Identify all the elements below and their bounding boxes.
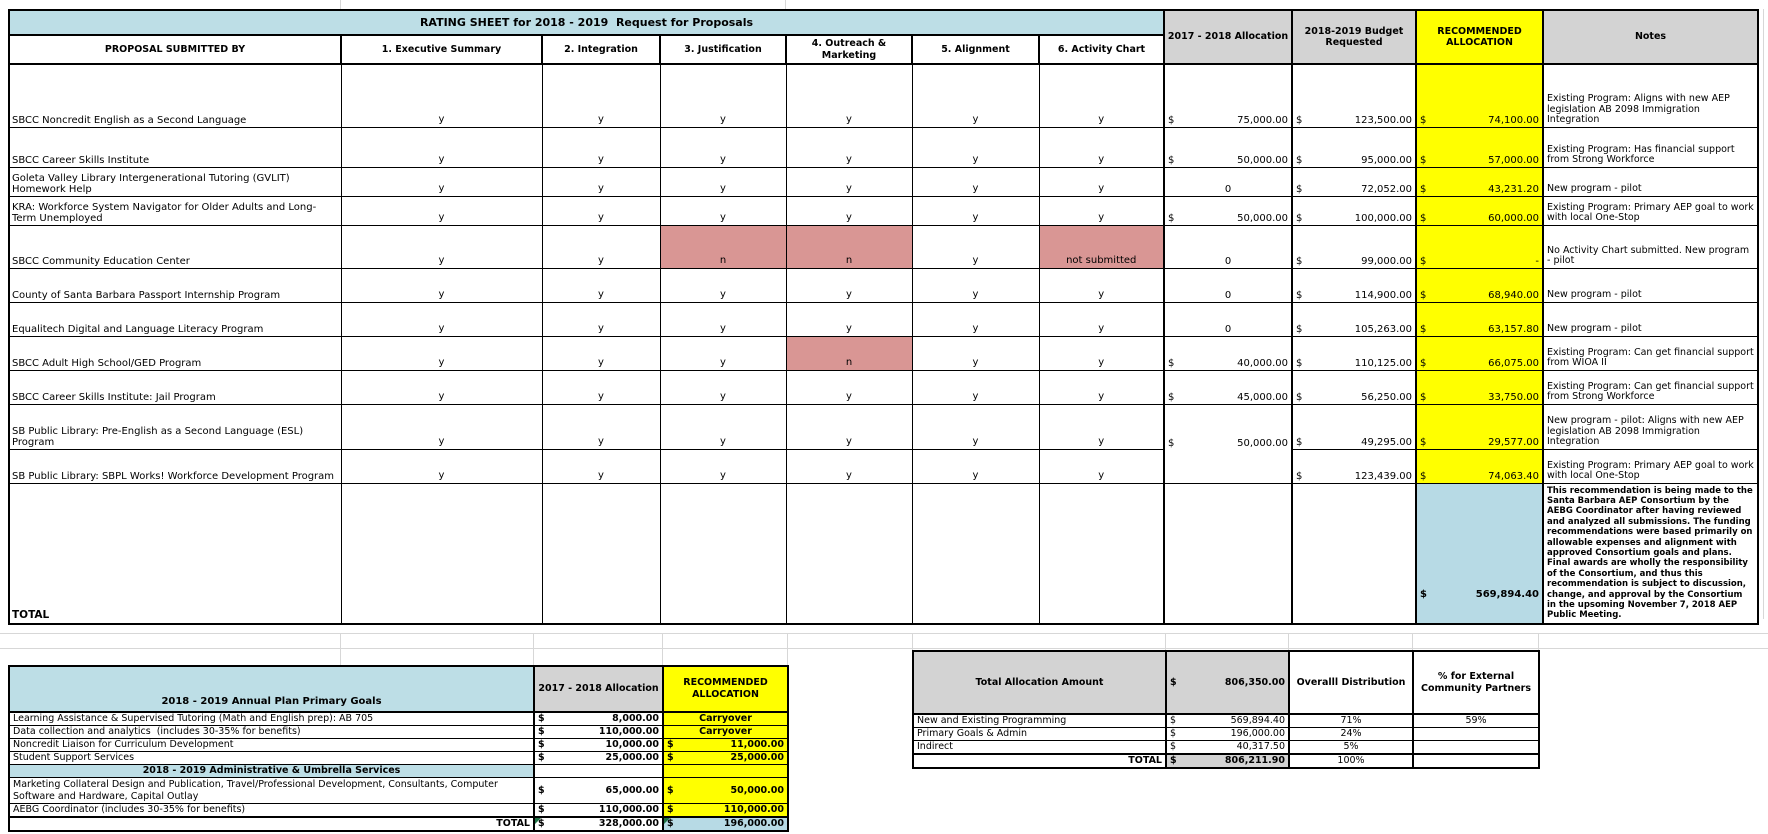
cell-total-note[interactable]: This recommendation is being made to the Santa Barbara AEP Consortium by the AEBG Coordinator after having reviewed and analyzed all submissions. The funding recommendations were based primarily on allowable expenses and alignment with approved Consortium goals and plans. Final awards are wholly the responsibility of the Consortium, and thus this recommendation is subject to discussion, change, and approval by the Consortium in the upsoming November 7, 2018 AEP Public Meeting. bbox=[1543, 483, 1758, 624]
summary-header-amount[interactable] bbox=[1166, 651, 1289, 714]
cell-rating[interactable]: y bbox=[1039, 370, 1164, 404]
cell-rating[interactable]: y bbox=[341, 225, 542, 268]
cell-budget-requested[interactable]: $ 95,000.00 bbox=[1292, 127, 1416, 167]
cell-rating[interactable]: y bbox=[542, 449, 660, 483]
cell-allocation[interactable]: $ 110,000.00 bbox=[534, 804, 663, 818]
cell-rating[interactable]: y bbox=[341, 268, 542, 302]
cell-empty[interactable] bbox=[786, 483, 912, 624]
cell-budget-requested[interactable]: $ 105,263.00 bbox=[1292, 302, 1416, 336]
cell-rating[interactable]: y bbox=[786, 167, 912, 196]
cell-category-name[interactable]: New and Existing Programming bbox=[913, 714, 1166, 728]
cell-proposal-name[interactable]: SB Public Library: Pre-English as a Second Language (ESL) Program bbox=[9, 404, 341, 449]
cell-allocation-2017-2018[interactable]: $ 50,000.00 bbox=[1164, 196, 1292, 225]
cell-allocation[interactable]: $ 25,000.00 bbox=[534, 752, 663, 765]
cell-rating[interactable]: y bbox=[786, 268, 912, 302]
cell-distribution[interactable]: 5% bbox=[1289, 741, 1413, 755]
cell-recommended[interactable]: $ 57,000.00 bbox=[1416, 127, 1543, 167]
cell-budget-requested[interactable]: $ 114,900.00 bbox=[1292, 268, 1416, 302]
cell-note[interactable]: No Activity Chart submitted. New program - pilot bbox=[1543, 225, 1758, 268]
cell-rating[interactable]: y bbox=[912, 449, 1039, 483]
cell-total-label[interactable]: TOTAL bbox=[913, 754, 1166, 768]
cell-rating[interactable]: y bbox=[341, 449, 542, 483]
cell-recommended[interactable]: $ 63,157.80 bbox=[1416, 302, 1543, 336]
cell-rating[interactable]: y bbox=[912, 225, 1039, 268]
cell-empty[interactable] bbox=[912, 483, 1039, 624]
goals-title[interactable]: 2018 - 2019 Annual Plan Primary Goals bbox=[9, 666, 534, 712]
proposal-row bbox=[9, 336, 1758, 370]
cell-rating[interactable]: y bbox=[341, 196, 542, 225]
cell-recommended[interactable]: $ 33,750.00 bbox=[1416, 370, 1543, 404]
cell-empty[interactable] bbox=[542, 483, 660, 624]
proposal-row bbox=[9, 225, 1758, 268]
currency-symbol: $ bbox=[1420, 588, 1427, 600]
cell-rating[interactable]: y bbox=[341, 127, 542, 167]
cell-recommended[interactable]: $ 60,000.00 bbox=[1416, 196, 1543, 225]
cell-rating[interactable]: y bbox=[542, 302, 660, 336]
cell-empty[interactable] bbox=[1292, 483, 1416, 624]
column-header-justification[interactable]: 3. Justification bbox=[660, 35, 786, 64]
goals-row bbox=[9, 726, 788, 739]
primary-goals-table bbox=[8, 665, 789, 832]
cell-budget-requested[interactable]: $ 123,500.00 bbox=[1292, 64, 1416, 127]
cell-recommended[interactable]: $ 25,000.00 bbox=[663, 752, 788, 765]
cell-goal-name[interactable]: AEBG Coordinator (includes 30-35% for benefits) bbox=[9, 804, 534, 818]
sheet-title[interactable]: RATING SHEET for 2018 - 2019 Request for Proposals bbox=[9, 10, 1164, 35]
goals-row bbox=[9, 804, 788, 818]
cell-rating[interactable]: y bbox=[542, 404, 660, 449]
cell-goal-name[interactable]: Noncredit Liaison for Curriculum Development bbox=[9, 739, 534, 752]
cell-empty[interactable] bbox=[1164, 483, 1292, 624]
cell-rating[interactable]: y bbox=[912, 127, 1039, 167]
cell-note[interactable]: New program - pilot bbox=[1543, 268, 1758, 302]
column-header-budget-requested[interactable]: 2018-2019 Budget Requested bbox=[1292, 10, 1416, 64]
cell-allocation-2017-2018[interactable]: $ 50,000.00 bbox=[1164, 404, 1292, 483]
cell-proposal-name[interactable]: County of Santa Barbara Passport Internship Program bbox=[9, 268, 341, 302]
cell-allocation-total[interactable]: $ 328,000.00 bbox=[534, 817, 663, 831]
gridline bbox=[340, 633, 341, 665]
cell-empty[interactable] bbox=[1039, 483, 1164, 624]
summary-header-title[interactable]: Total Allocation Amount bbox=[913, 651, 1166, 714]
cell-rating[interactable]: y bbox=[1039, 127, 1164, 167]
cell-rating[interactable]: y bbox=[912, 167, 1039, 196]
cell-rating[interactable]: y bbox=[660, 268, 786, 302]
cell-allocation[interactable] bbox=[534, 765, 663, 778]
gridline bbox=[1412, 633, 1413, 650]
cell-note[interactable]: Existing Program: Has financial support from Strong Workforce bbox=[1543, 127, 1758, 167]
proposal-row bbox=[9, 196, 1758, 225]
cell-allocation[interactable]: $ 8,000.00 bbox=[534, 712, 663, 726]
cell-recommended[interactable]: $ 43,231.20 bbox=[1416, 167, 1543, 196]
cell-rating[interactable]: y bbox=[542, 127, 660, 167]
cell-note[interactable]: Existing Program: Can get financial support from Strong Workforce bbox=[1543, 370, 1758, 404]
gridline bbox=[787, 633, 788, 665]
cell-allocation-2017-2018[interactable]: 0 bbox=[1164, 167, 1292, 196]
cell-note[interactable]: New program - pilot bbox=[1543, 302, 1758, 336]
cell-allocation-2017-2018[interactable]: 0 bbox=[1164, 302, 1292, 336]
proposal-row bbox=[9, 64, 1758, 127]
cell-rating[interactable]: y bbox=[660, 196, 786, 225]
summary-row bbox=[913, 741, 1539, 755]
cell-category-name[interactable]: Indirect bbox=[913, 741, 1166, 755]
cell-allocation-2017-2018[interactable]: 0 bbox=[1164, 225, 1292, 268]
cell-note[interactable]: Existing Program: Primary AEP goal to work with local One-Stop bbox=[1543, 196, 1758, 225]
cell-amount[interactable]: $ 569,894.40 bbox=[1166, 714, 1289, 728]
column-header-alignment[interactable]: 5. Alignment bbox=[912, 35, 1039, 64]
cell-rating[interactable]: y bbox=[341, 302, 542, 336]
cell-external-percent[interactable] bbox=[1413, 741, 1539, 755]
summary-header-external[interactable]: % for External Community Partners bbox=[1413, 651, 1539, 714]
currency-symbol: $ bbox=[1170, 676, 1177, 688]
cell-allocation-2017-2018[interactable]: $ 40,000.00 bbox=[1164, 336, 1292, 370]
cell-note[interactable]: New program - pilot bbox=[1543, 167, 1758, 196]
goals-row bbox=[9, 739, 788, 752]
cell-proposal-name[interactable]: SB Public Library: SBPL Works! Workforce Development Program bbox=[9, 449, 341, 483]
cell-allocation[interactable]: $ 10,000.00 bbox=[534, 739, 663, 752]
cell-distribution[interactable]: 71% bbox=[1289, 714, 1413, 728]
cell-empty[interactable] bbox=[660, 483, 786, 624]
cell-proposal-name[interactable]: SBCC Noncredit English as a Second Language bbox=[9, 64, 341, 127]
cell-rating[interactable]: y bbox=[660, 64, 786, 127]
gridline bbox=[1165, 633, 1166, 650]
cell-amount[interactable]: $ 40,317.50 bbox=[1166, 741, 1289, 755]
summary-header-distribution[interactable]: Overalll Distribution bbox=[1289, 651, 1413, 714]
cell-recommended[interactable] bbox=[663, 765, 788, 778]
column-header-notes[interactable]: Notes bbox=[1543, 10, 1758, 64]
cell-budget-requested[interactable]: $ 49,295.00 bbox=[1292, 404, 1416, 449]
cell-rating[interactable]: n bbox=[786, 336, 912, 370]
cell-rating[interactable]: y bbox=[542, 225, 660, 268]
goals-header-recommended[interactable]: RECOMMENDED ALLOCATION bbox=[663, 666, 788, 712]
column-header-activity-chart[interactable]: 6. Activity Chart bbox=[1039, 35, 1164, 64]
cell-rating[interactable]: y bbox=[660, 370, 786, 404]
cell-rating[interactable]: y bbox=[341, 370, 542, 404]
cell-rating[interactable]: y bbox=[786, 64, 912, 127]
cell-rating[interactable]: not submitted bbox=[1039, 225, 1164, 268]
cell-rating[interactable]: y bbox=[660, 404, 786, 449]
cell-rating[interactable]: y bbox=[912, 268, 1039, 302]
cell-rating[interactable]: y bbox=[660, 127, 786, 167]
cell-budget-requested[interactable]: $ 99,000.00 bbox=[1292, 225, 1416, 268]
total-allocation-amount: 806,350.00 bbox=[1224, 676, 1285, 688]
cell-rating[interactable]: y bbox=[542, 167, 660, 196]
cell-rating[interactable]: y bbox=[912, 404, 1039, 449]
cell-rating[interactable]: y bbox=[786, 370, 912, 404]
proposal-row bbox=[9, 449, 1758, 483]
cell-rating[interactable]: y bbox=[912, 370, 1039, 404]
cell-recommended[interactable]: $ 74,100.00 bbox=[1416, 64, 1543, 127]
cell-goal-name[interactable]: Learning Assistance & Supervised Tutoring (Math and English prep): AB 705 bbox=[9, 712, 534, 726]
cell-rating[interactable]: y bbox=[1039, 167, 1164, 196]
cell-recommended[interactable]: $ 50,000.00 bbox=[663, 778, 788, 804]
allocation-summary-table bbox=[912, 650, 1540, 769]
cell-rating[interactable]: n bbox=[660, 225, 786, 268]
cell-proposal-name[interactable]: KRA: Workforce System Navigator for Older Adults and Long-Term Unemployed bbox=[9, 196, 341, 225]
cell-rating[interactable]: y bbox=[786, 449, 912, 483]
cell-distribution[interactable]: 24% bbox=[1289, 728, 1413, 741]
cell-goal-name[interactable]: Student Support Services bbox=[9, 752, 534, 765]
cell-budget-requested[interactable]: $ 100,000.00 bbox=[1292, 196, 1416, 225]
cell-recommended[interactable]: Carryover bbox=[663, 726, 788, 739]
column-header-outreach[interactable]: 4. Outreach & Marketing bbox=[786, 35, 912, 64]
cell-budget-requested[interactable]: $ 56,250.00 bbox=[1292, 370, 1416, 404]
cell-rating[interactable]: y bbox=[786, 127, 912, 167]
summary-row bbox=[913, 714, 1539, 728]
column-header-executive-summary[interactable]: 1. Executive Summary bbox=[341, 35, 542, 64]
proposal-row bbox=[9, 370, 1758, 404]
cell-empty[interactable] bbox=[341, 483, 542, 624]
goals-row bbox=[9, 752, 788, 765]
cell-allocation-2017-2018[interactable]: $ 75,000.00 bbox=[1164, 64, 1292, 127]
proposal-row bbox=[9, 167, 1758, 196]
gridline bbox=[0, 633, 1768, 634]
cell-note[interactable]: Existing Program: Can get financial support from WIOA II bbox=[1543, 336, 1758, 370]
cell-rating[interactable]: n bbox=[786, 225, 912, 268]
column-header-recommended[interactable]: RECOMMENDED ALLOCATION bbox=[1416, 10, 1543, 64]
cell-rating[interactable]: y bbox=[786, 196, 912, 225]
cell-rating[interactable]: y bbox=[1039, 404, 1164, 449]
cell-total-recommended[interactable] bbox=[1416, 483, 1543, 624]
rating-sheet-table bbox=[8, 9, 1759, 625]
cell-proposal-name[interactable]: Goleta Valley Library Intergenerational Tutoring (GVLIT) Homework Help bbox=[9, 167, 341, 196]
cell-proposal-name[interactable]: SBCC Career Skills Institute bbox=[9, 127, 341, 167]
cell-allocation-2017-2018[interactable]: $ 50,000.00 bbox=[1164, 127, 1292, 167]
cell-rating[interactable]: y bbox=[1039, 449, 1164, 483]
goals-total-row bbox=[9, 817, 788, 831]
cell-recommended[interactable]: $ 68,940.00 bbox=[1416, 268, 1543, 302]
summary-row bbox=[913, 728, 1539, 741]
goals-header-allocation[interactable]: 2017 - 2018 Allocation bbox=[534, 666, 663, 712]
goals-row bbox=[9, 712, 788, 726]
cell-proposal-name[interactable]: SBCC Community Education Center bbox=[9, 225, 341, 268]
cell-rating[interactable]: y bbox=[1039, 64, 1164, 127]
cell-rating[interactable]: y bbox=[341, 64, 542, 127]
cell-external-percent[interactable] bbox=[1413, 754, 1539, 768]
cell-rating[interactable]: y bbox=[542, 370, 660, 404]
cell-budget-requested[interactable]: $ 110,125.00 bbox=[1292, 336, 1416, 370]
cell-rating[interactable]: y bbox=[786, 404, 912, 449]
proposal-row bbox=[9, 404, 1758, 449]
cell-rating[interactable]: y bbox=[912, 302, 1039, 336]
cell-rating[interactable]: y bbox=[912, 336, 1039, 370]
cell-budget-requested[interactable]: $ 123,439.00 bbox=[1292, 449, 1416, 483]
summary-header-row bbox=[913, 651, 1539, 714]
goals-header-row bbox=[9, 666, 788, 712]
cell-proposal-name[interactable]: Equalitech Digital and Language Literacy Program bbox=[9, 302, 341, 336]
cell-goal-name[interactable]: Data collection and analytics (includes 30-35% for benefits) bbox=[9, 726, 534, 739]
cell-note[interactable]: New program - pilot: Aligns with new AEP legislation AB 2098 Immigration Integration bbox=[1543, 404, 1758, 449]
gridline bbox=[1763, 9, 1764, 619]
cell-proposal-name[interactable]: SBCC Adult High School/GED Program bbox=[9, 336, 341, 370]
cell-total-label[interactable]: TOTAL bbox=[9, 483, 341, 624]
cell-rating[interactable]: y bbox=[542, 64, 660, 127]
goals-row bbox=[9, 778, 788, 804]
gridline bbox=[785, 0, 786, 9]
cell-subheader[interactable]: 2018 - 2019 Administrative & Umbrella Services bbox=[9, 765, 534, 778]
cell-rating[interactable]: y bbox=[660, 449, 786, 483]
cell-rating[interactable]: y bbox=[1039, 196, 1164, 225]
cell-recommended[interactable]: Carryover bbox=[663, 712, 788, 726]
cell-recommended[interactable]: $ 110,000.00 bbox=[663, 804, 788, 818]
cell-rating[interactable]: y bbox=[542, 268, 660, 302]
cell-note[interactable]: Existing Program: Primary AEP goal to work with local One-Stop bbox=[1543, 449, 1758, 483]
cell-rating[interactable]: y bbox=[542, 196, 660, 225]
cell-allocation[interactable]: $ 110,000.00 bbox=[534, 726, 663, 739]
cell-total-label[interactable]: TOTAL bbox=[9, 817, 534, 831]
cell-rating[interactable]: y bbox=[912, 64, 1039, 127]
gridline bbox=[533, 633, 534, 665]
gridline bbox=[1538, 633, 1539, 650]
cell-external-percent[interactable] bbox=[1413, 728, 1539, 741]
proposal-row bbox=[9, 127, 1758, 167]
proposal-row bbox=[9, 268, 1758, 302]
cell-amount-total[interactable]: $ 806,211.90 bbox=[1166, 754, 1289, 768]
cell-allocation-2017-2018[interactable]: $ 45,000.00 bbox=[1164, 370, 1292, 404]
cell-recommended[interactable]: $ 29,577.00 bbox=[1416, 404, 1543, 449]
gridline bbox=[1288, 633, 1289, 650]
cell-recommended[interactable]: $ - bbox=[1416, 225, 1543, 268]
goals-subheader-row bbox=[9, 765, 788, 778]
cell-recommended[interactable]: $ 11,000.00 bbox=[663, 739, 788, 752]
gridline bbox=[912, 633, 913, 650]
total-recommended-amount: 569,894.40 bbox=[1475, 588, 1539, 600]
cell-recommended-total[interactable]: $ 196,000.00 bbox=[663, 817, 788, 831]
cell-rating[interactable]: y bbox=[786, 302, 912, 336]
cell-rating[interactable]: y bbox=[660, 336, 786, 370]
cell-budget-requested[interactable]: $ 72,052.00 bbox=[1292, 167, 1416, 196]
cell-proposal-name[interactable]: SBCC Career Skills Institute: Jail Program bbox=[9, 370, 341, 404]
cell-recommended[interactable]: $ 66,075.00 bbox=[1416, 336, 1543, 370]
summary-total-row bbox=[913, 754, 1539, 768]
total-row bbox=[9, 483, 1758, 624]
cell-rating[interactable]: y bbox=[1039, 268, 1164, 302]
gridline bbox=[0, 648, 1768, 649]
cell-rating[interactable]: y bbox=[341, 336, 542, 370]
cell-rating[interactable]: y bbox=[912, 196, 1039, 225]
title-row bbox=[9, 10, 1758, 35]
cell-rating[interactable]: y bbox=[1039, 302, 1164, 336]
cell-external-percent[interactable]: 59% bbox=[1413, 714, 1539, 728]
cell-rating[interactable]: y bbox=[660, 167, 786, 196]
column-header-allocation[interactable]: 2017 - 2018 Allocation bbox=[1164, 10, 1292, 64]
cell-amount[interactable]: $ 196,000.00 bbox=[1166, 728, 1289, 741]
cell-note[interactable]: Existing Program: Aligns with new AEP legislation AB 2098 Immigration Integration bbox=[1543, 64, 1758, 127]
gridline bbox=[340, 0, 341, 9]
cell-category-name[interactable]: Primary Goals & Admin bbox=[913, 728, 1166, 741]
proposal-row bbox=[9, 302, 1758, 336]
column-header-integration[interactable]: 2. Integration bbox=[542, 35, 660, 64]
cell-rating[interactable]: y bbox=[341, 167, 542, 196]
cell-rating[interactable]: y bbox=[341, 404, 542, 449]
cell-rating[interactable]: y bbox=[1039, 336, 1164, 370]
gridline bbox=[662, 633, 663, 665]
cell-allocation-2017-2018[interactable]: 0 bbox=[1164, 268, 1292, 302]
cell-rating[interactable]: y bbox=[660, 302, 786, 336]
cell-rating[interactable]: y bbox=[542, 336, 660, 370]
column-header-proposal[interactable]: PROPOSAL SUBMITTED BY bbox=[9, 35, 341, 64]
cell-distribution[interactable]: 100% bbox=[1289, 754, 1413, 768]
cell-goal-name[interactable]: Marketing Collateral Design and Publication, Travel/Professional Development, Consultants, Computer Software and Hardware, Capital Outlay bbox=[9, 778, 534, 804]
cell-recommended[interactable]: $ 74,063.40 bbox=[1416, 449, 1543, 483]
cell-allocation[interactable]: $ 65,000.00 bbox=[534, 778, 663, 804]
